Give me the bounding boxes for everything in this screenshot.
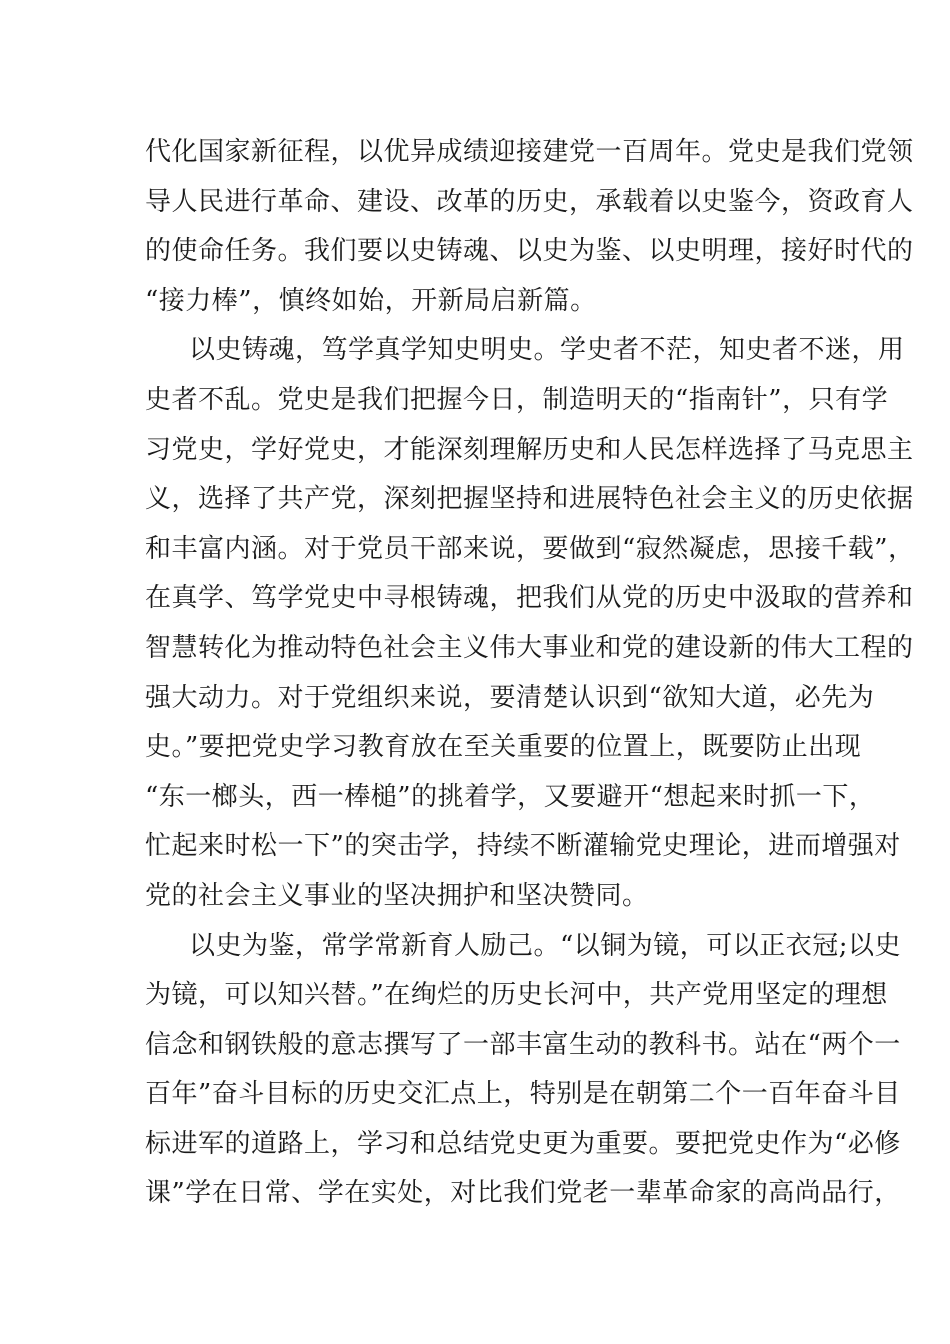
text-line: 导人民进行革命、建设、改革的历史，承载着以史鉴今，资政育人 [145,186,914,217]
paragraph [145,326,915,921]
text-line: 和丰富内涵。对于党员干部来说，要做到“寂然凝虑，思接千载”， [145,533,915,564]
text-line: 智慧转化为推动特色社会主义伟大事业和党的建设新的伟大工程的 [145,632,914,663]
text-line: 史者不乱。党史是我们把握今日，制造明天的“指南针”，只有学 [145,384,889,415]
text-line: 课”学在日常、学在实处，对比我们党老一辈革命家的高尚品行， [145,1178,901,1209]
text-line: “接力棒”，慎终如始，开新局启新篇。 [145,285,597,316]
text-line: 代化国家新征程，以优异成绩迎接建党一百周年。党史是我们党领 [145,137,914,167]
text-line: 习党史，学好党史，才能深刻理解历史和人民怎样选择了马克思主 [145,434,914,465]
text-line: 党的社会主义事业的坚决拥护和坚决赞同。 [145,880,649,911]
text-line: 义，选择了共产党，深刻把握坚持和进展特色社会主义的历史依据 [145,484,914,515]
text-line: 百年”奋斗目标的历史交汇点上，特别是在朝第二个一百年奋斗目 [145,1079,901,1110]
text-line: 以史铸魂，笃学真学知史明史。学史者不茫，知史者不迷，用 [189,335,905,366]
text-line: 史。”要把党史学习教育放在至关重要的位置上，既要防止出现 [145,732,862,763]
text-line: 信念和钢铁般的意志撰写了一部丰富生动的教科书。站在“两个一 [145,1029,901,1060]
text-line: 忙起来时松一下”的突击学，持续不断灌输党史理论，进而增强对 [145,831,901,862]
text-line: 标进军的道路上，学习和总结党史更为重要。要把党史作为“必修 [145,1128,901,1159]
text-line: 在真学、笃学党史中寻根铸魂，把我们从党的历史中汲取的营养和 [145,583,914,614]
text-line: 的使命任务。我们要以史铸魂、以史为鉴、以史明理，接好时代的 [145,236,914,267]
text-line: “东一榔头，西一棒槌”的挑着学，又要避开“想起来时抓一下， [145,781,876,812]
text-line: 为镜，可以知兴替。”在绚烂的历史长河中，共产党用坚定的理想 [145,980,888,1011]
text-line: 以史为鉴，常学常新育人励己。“以铜为镜，可以正衣冠;以史 [189,930,902,961]
paragraph [145,128,914,326]
text-line: 强大动力。对于党组织来说，要清楚认识到“欲知大道，必先为 [145,682,875,713]
paragraph [145,922,902,1220]
body-text [145,128,915,1219]
